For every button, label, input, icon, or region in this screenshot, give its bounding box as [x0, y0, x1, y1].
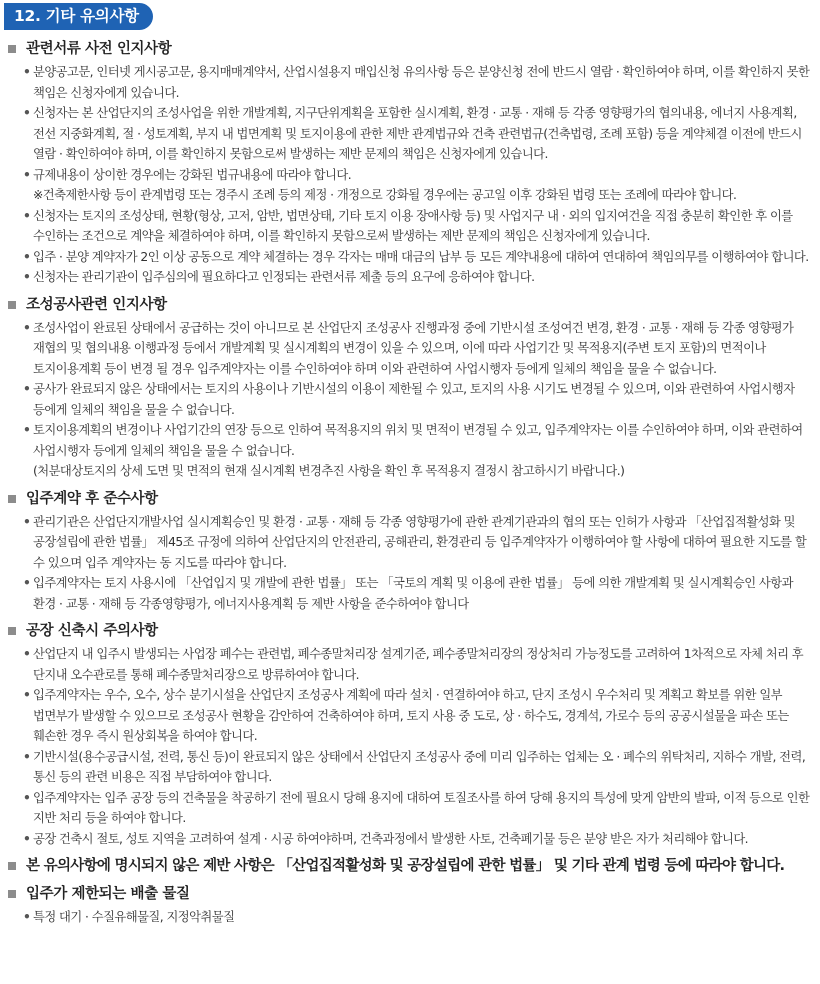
section-construction [0, 294, 820, 482]
list-item: • 분양공고문, 인터넷 게시공고문, 용지매매계약서, 산업시설용지 매입신청 유의사항 등은 분양신청 전에 반드시 열람 · 확인하여야 하며, 이를 확인하지 못한 책임은 신청자에게 있습니다. [23, 65, 810, 100]
list-item: • 산업단지 내 입주시 발생되는 사업장 폐수는 관련법, 폐수종말처리장 설계기준, 폐수종말처리장의 정상처리 가능정도를 고려하여 1차적으로 자체 처리 후 단지내 오수관로를 통해 폐수종말처리장으로 방류하여야 합니다. [23, 647, 804, 682]
list-item: • 조성사업이 완료된 상태에서 공급하는 것이 아니므로 본 산업단지 조성공사 진행과정 중에 기반시설 조성여건 변경, 환경 · 교통 · 재해 등 각종 영향평가 재협의 및 협의내용 이행과정 등에서 개발계획 및 실시계획의 변경이 있을 수 있으며, 이에 따라 사업기간 및 목적용지(주변 토지 포함)의 면적이나 토지이용계획 등이 변경 될 경우 입주계약자는 이를 수인하여야 하며 이와 관련하여 사업시행자 등에게 일체의 책임을 물을 수 없습니다. [23, 320, 794, 376]
notice-content [0, 38, 820, 934]
list-item: • 신청자는 관리기관이 입주심의에 필요하다고 인정되는 관련서류 제출 등의 요구에 응하여야 합니다. [23, 270, 535, 284]
list-item: • 공장 건축시 절토, 성토 지역을 고려하여 설계 · 시공 하여야하며, 건축과정에서 발생한 사토, 건축폐기물 등은 분양 받은 자가 처리해야 합니다. [23, 831, 749, 846]
square-bullet-icon [8, 45, 16, 53]
list-item: • 입주 · 분양 계약자가 2인 이상 공동으로 계약 체결하는 경우 각자는 매매 대금의 납부 등 모든 계약내용에 대하여 연대하여 책임의무를 이행하여야 합니다. [23, 249, 809, 264]
section-factory-construction [0, 620, 820, 849]
square-bullet-icon [8, 495, 16, 503]
list-item: • 공사가 완료되지 않은 상태에서는 토지의 사용이나 기반시설의 이용이 제한될 수 있고, 토지의 사용 시기도 변경될 수 있으며, 이와 관련하여 사업시행자 등에게 일체의 책임을 물을 수 없습니다. [23, 382, 795, 417]
square-bullet-icon [8, 301, 16, 309]
list-item: • 토지이용계획의 변경이나 사업기간의 연장 등으로 인하여 목적용지의 위치 및 면적이 변경될 수 있고, 입주계약자는 이를 수인하여야 하며, 이와 관련하여 사업시행자 등에게 일체의 책임을 물을 수 없습니다. [23, 423, 803, 458]
section-post-contract [0, 488, 820, 615]
list-item: • 관리기관은 산업단지개발사업 실시계획승인 및 환경 · 교통 · 재해 등 각종 영향평가에 관한 관계기관과의 협의 또는 인허가 사항과 「산업집적활성화 및 공장설립에 관한 법률」 제45조 규정에 의하여 산업단지의 안전관리, 공해관리, 환경관리 등 입주계약자가 이행하여야 할 사항에 대하여 필요한 지도를 할 수 있으며 입주 계약자는 동 지도를 따라야 합니다. [23, 514, 807, 570]
list-item: • 입주계약자는 입주 공장 등의 건축물을 착공하기 전에 필요시 당해 용지에 대하여 토질조사를 하여 당해 용지의 특성에 맞게 암반의 발파, 이적 등으로 인한 지반 처리 등을 하여야 합니다. [23, 790, 810, 825]
section-heading: 입주가 제한되는 배출 물질 [8, 883, 820, 905]
list-item: • 입주계약자는 우수, 오수, 상수 분기시설을 산업단지 조성공사 계획에 따라 설치 · 연결하여야 하고, 단지 조성시 우수처리 및 계획고 확보를 위한 일부 법면부가 발생할 수 있으므로 조성공사 현황을 감안하여 건축하여야 하며, 토지 사용 중 도로, 상 · 하수도, 경계석, 가로수 등의 공공시설물을 파손 또는 훼손한 경우 즉시 원상회복을 하여야 합니다. [23, 688, 789, 743]
list-item: • 특정 대기 · 수질유해물질, 지정악취물질 [23, 910, 235, 924]
section-heading: 조성공사관련 인지사항 [8, 294, 820, 316]
section-heading: 본 유의사항에 명시되지 않은 제반 사항은 「산업집적활성화 및 공장설립에 관한 법률」 및 기타 관계 법령 등에 따라야 합니다. [8, 855, 820, 877]
section-title: 12. 기타 유의사항 [4, 3, 153, 30]
square-bullet-icon [8, 890, 16, 898]
section-heading: 입주계약 후 준수사항 [8, 488, 820, 510]
list-item: • 입주계약자는 토지 사용시에 「산업입지 및 개발에 관한 법률」 또는 「국토의 계획 및 이용에 관한 법률」 등에 의한 개발계획 및 실시계획승인 사항과 환경 · 교통 · 재해 등 각종영향평가, 에너지사용계획 등 제반 사항을 준수하여야 합니다 [23, 576, 793, 611]
list-item: • 기반시설(용수공급시설, 전력, 통신 등)이 완료되지 않은 상태에서 산업단지 조성공사 중에 미리 입주하는 업체는 오 · 폐수의 위탁처리, 지하수 개발, 전력, 통신 등의 관련 비용은 직접 부담하여야 합니다. [23, 749, 806, 784]
section-heading: 관련서류 사전 인지사항 [8, 38, 820, 60]
list-item: • 신청자는 본 산업단지의 조성사업을 위한 개발계획, 지구단위계획을 포함한 실시계획, 환경 · 교통 · 재해 등 각종 영향평가의 협의내용, 에너지 사용계획, 전선 지중화계획, 절 · 성토계획, 부지 내 법면계획 및 토지이용에 관한 제반 관계법규와 건축 관련법규(건축법령, 조례 포함) 등을 계약체결 이전에 반드시 열람 · 확인하여야 하며, 이를 확인하지 못함으로써 발생하는 제반 문제의 책임은 신청자에게 있습니다. [23, 106, 802, 161]
section-other-laws [0, 855, 820, 877]
note-text: (처분대상토지의 상세 도면 및 면적의 현재 실시계획 변경추진 사항을 확인 후 목적용지 결정시 참고하시기 바랍니다.) [33, 464, 625, 478]
note-text: ※건축제한사항 등이 관계법령 또는 경주시 조례 등의 제정 · 개정으로 강화될 경우에는 공고일 이후 강화된 법령 또는 조례에 따라야 합니다. [33, 188, 737, 202]
square-bullet-icon [8, 627, 16, 635]
section-restricted-substances [0, 883, 820, 928]
section-heading: 공장 신축시 주의사항 [8, 620, 820, 642]
section-documents [0, 38, 820, 288]
list-item: • 규제내용이 상이한 경우에는 강화된 법규내용에 따라야 합니다. [23, 167, 352, 182]
list-item: • 신청자는 토지의 조성상태, 현황(형상, 고저, 암반, 법면상태, 기타 토지 이용 장애사항 등) 및 사업지구 내 · 외의 입지여건을 직접 충분히 확인한 후 이를 수인하는 조건으로 계약을 체결하여야 하며, 이를 확인하지 못함으로써 발생하는 제반 문제의 책임은 신청자에게 있습니다. [23, 208, 793, 243]
square-bullet-icon [8, 862, 16, 870]
